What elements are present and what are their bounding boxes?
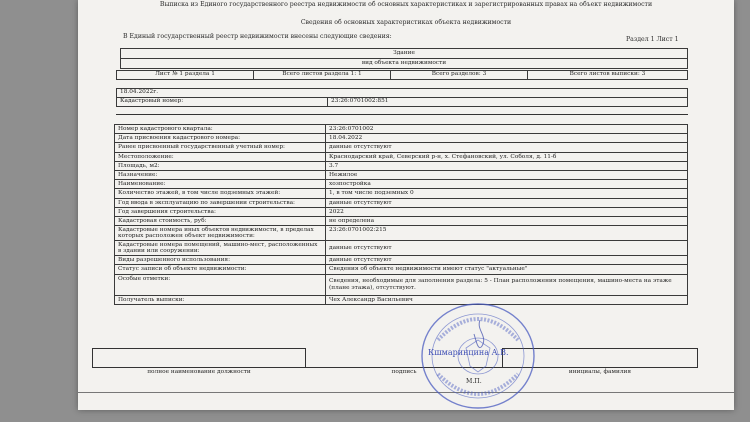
object-type-box xyxy=(120,48,688,69)
row-label: Особые отметки: xyxy=(115,274,326,295)
document-sheet xyxy=(78,0,734,410)
document-subtitle: Сведения об основных характеристиках объекта недвижимости xyxy=(300,19,512,26)
row-label: Ранее присвоенный государственный учетный номер: xyxy=(115,143,326,152)
row-value: данные отсутствуют xyxy=(326,256,688,265)
table-row xyxy=(115,134,688,143)
document-issuer: Выписка из Единого государственного реестра недвижимости об основных характеристиках и зарегистрированных правах на объект недвижимости xyxy=(159,1,653,8)
row-value: Сведения, необходимые для заполнения раздела: 5 - План расположения помещения, машино-места на этаже (плане этажа), отсутствуют. xyxy=(326,274,688,295)
row-value: 18.04.2022 xyxy=(326,134,688,143)
row-value: 1, в том числе подземных 0 xyxy=(326,189,688,198)
row-value: 2022 xyxy=(326,207,688,216)
official-seal-icon xyxy=(418,300,540,412)
table-row xyxy=(115,217,688,226)
row-value: не определена xyxy=(326,217,688,226)
cadastral-number-label: Кадастровый номер: xyxy=(117,97,328,106)
position-cell xyxy=(93,349,306,368)
row-label: Статус записи об объекте недвижимости: xyxy=(115,265,326,274)
cadastral-number-value: 23:26:0701002:851 xyxy=(328,97,688,106)
signatory-name: Кшмаринцина А.В. xyxy=(428,348,509,357)
row-value: данные отсутствуют xyxy=(326,198,688,207)
section-page-label: Раздел 1 Лист 1 xyxy=(626,36,679,43)
table-row xyxy=(115,198,688,207)
table-row xyxy=(115,207,688,216)
row-label: Виды разрешенного использования: xyxy=(115,256,326,265)
table-row xyxy=(115,143,688,152)
table-row xyxy=(115,226,688,241)
row-label: Получатель выписки: xyxy=(115,295,326,304)
row-value: Сведения об объекте недвижимости имеют статус "актуальные" xyxy=(326,265,688,274)
row-label: Кадастровые номера иных объектов недвижимости, в пределах которых расположен объект недвижимости: xyxy=(115,226,326,241)
row-label: Местоположение: xyxy=(115,152,326,161)
signature-table xyxy=(92,348,698,378)
sheet-number: Лист № 1 раздела 1 xyxy=(117,71,254,80)
row-value: хозпостройка xyxy=(326,180,688,189)
row-label: Год ввода в эксплуатацию по завершении строительства: xyxy=(115,198,326,207)
table-row xyxy=(115,152,688,161)
row-label: Кадастровая стоимость, руб: xyxy=(115,217,326,226)
date-cadastral-table xyxy=(116,88,688,107)
initials-caption: инициалы, фамилия xyxy=(568,369,632,376)
row-label: Кадастровые номера помещений, машино-мест, расположенных в здании или сооружении: xyxy=(115,241,326,256)
stamp-caption: М.П. xyxy=(466,378,482,385)
table-row xyxy=(115,274,688,295)
extract-date: 18.04.2022г. xyxy=(117,89,688,98)
row-label: Назначение: xyxy=(115,171,326,180)
table-row xyxy=(115,171,688,180)
table-row xyxy=(115,125,688,134)
total-sections: Всего разделов: 3 xyxy=(391,71,528,80)
row-value: данные отсутствуют xyxy=(326,143,688,152)
object-type-caption: вид объекта недвижимости xyxy=(121,59,688,69)
table-row xyxy=(115,265,688,274)
row-value: Чех Александр Васильевич xyxy=(326,295,688,304)
separator-line xyxy=(116,114,688,115)
total-sheets-section: Всего листов раздела 1: 1 xyxy=(254,71,391,80)
row-value: 3.7 xyxy=(326,161,688,170)
row-label: Год завершения строительства: xyxy=(115,207,326,216)
row-value: 23:26:0701002:215 xyxy=(326,226,688,241)
row-value: Краснодарский край, Северский р-н, х. Стефановский, ул. Соболя, д. 11-б xyxy=(326,152,688,161)
object-type-value: Здание xyxy=(121,49,688,59)
row-value: данные отсутствуют xyxy=(326,241,688,256)
intro-text: В Единый государственный реестр недвижимости внесены следующие сведения: xyxy=(123,33,392,40)
row-label: Площадь, м2: xyxy=(115,161,326,170)
table-row xyxy=(115,189,688,198)
position-caption: полное наименование должности xyxy=(147,369,251,376)
table-row xyxy=(115,295,688,304)
characteristics-table xyxy=(114,124,688,305)
row-value: Нежилое xyxy=(326,171,688,180)
signature-caption: подпись xyxy=(391,369,417,376)
row-label: Наименование: xyxy=(115,180,326,189)
row-value: 23:26:0701002 xyxy=(326,125,688,134)
row-label: Дата присвоения кадастрового номера: xyxy=(115,134,326,143)
table-row xyxy=(115,161,688,170)
table-row xyxy=(115,180,688,189)
table-row xyxy=(115,241,688,256)
total-sheets: Всего листов выписки: 3 xyxy=(528,71,688,80)
row-label: Количество этажей, в том числе подземных этажей: xyxy=(115,189,326,198)
sheet-info-row xyxy=(116,70,688,80)
table-row xyxy=(115,256,688,265)
row-label: Номер кадастрового квартала: xyxy=(115,125,326,134)
footer-line xyxy=(78,392,734,393)
